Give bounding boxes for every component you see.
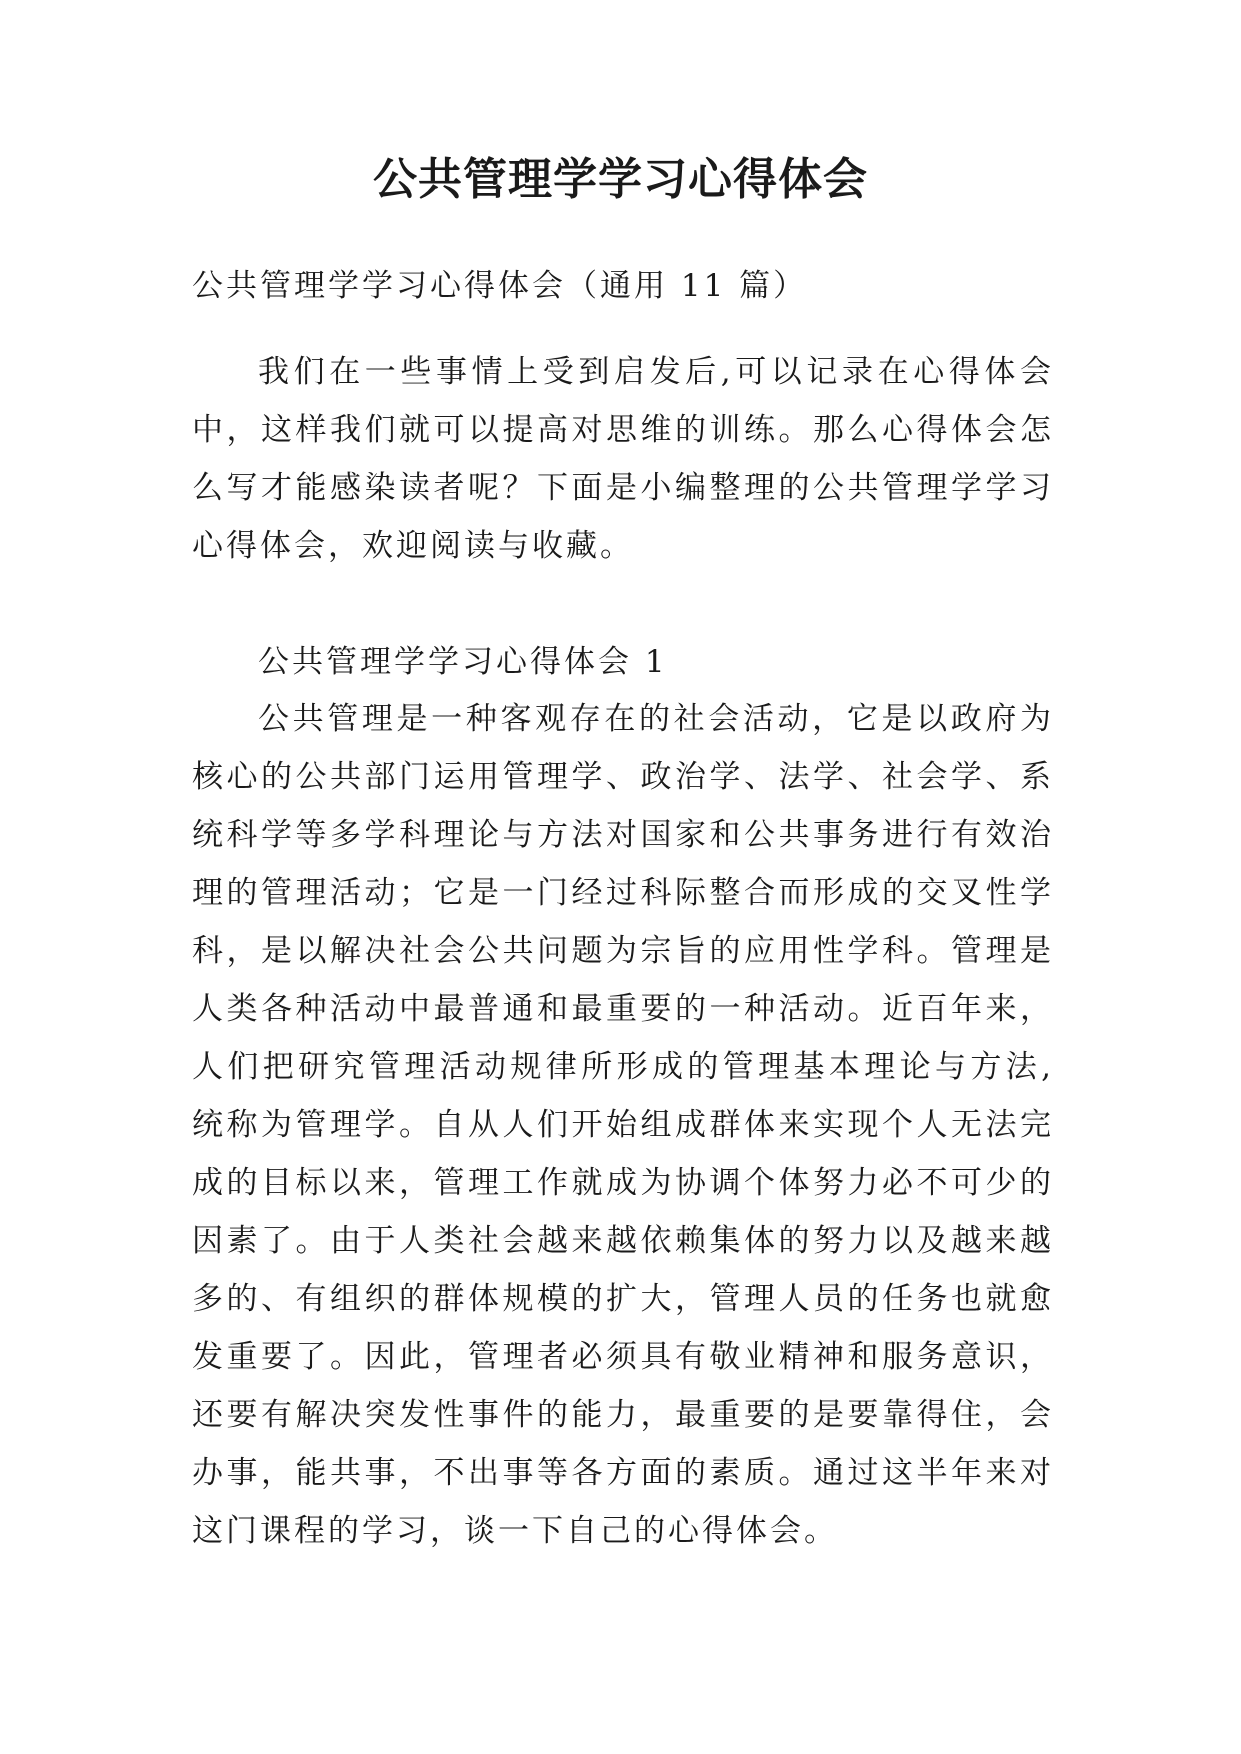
section-heading: 公共管理学学习心得体会 1 xyxy=(258,644,668,680)
intro-paragraph: 我们在一些事情上受到启发后,可以记录在心得体会中，这样我们就可以提高对思维的训练。那么心得体会怎么写才能感染读者呢？下面是小编整理的公共管理学学习心得体会，欢迎阅读与收藏。 xyxy=(192,354,1054,564)
document-subtitle: 公共管理学学习心得体会（通用 11 篇） xyxy=(192,268,808,304)
section-paragraph: 公共管理是一种客观存在的社会活动，它是以政府为核心的公共部门运用管理学、政治学、法学、社会学、系统科学等多学科理论与方法对国家和公共事务进行有效治理的管理活动；它是一门经过科际整合而形成的交叉性学科，是以解决社会公共问题为宗旨的应用性学科。管理是人类各种活动中最普通和最重要的一种活动。近百年来，人们把研究管理活动规律所形成的管理基本理论与方法,统称为管理学。自从人们开始组成群体来实现个人无法完成的目标以来，管理工作就成为协调个体努力必不可少的因素了。由于人类社会越来越依赖集体的努力以及越来越多的、有组织的群体规模的扩大，管理人员的任务也就愈发重要了。因此，管理者必须具有敬业精神和服务意识，还要有解决突发性事件的能力，最重要的是要靠得住，会办事，能共事，不出事等各方面的素质。通过这半年来对这门课程的学习，谈一下自己的心得体会。 xyxy=(192,701,1054,1549)
document-title: 公共管理学学习心得体会 xyxy=(373,154,868,205)
